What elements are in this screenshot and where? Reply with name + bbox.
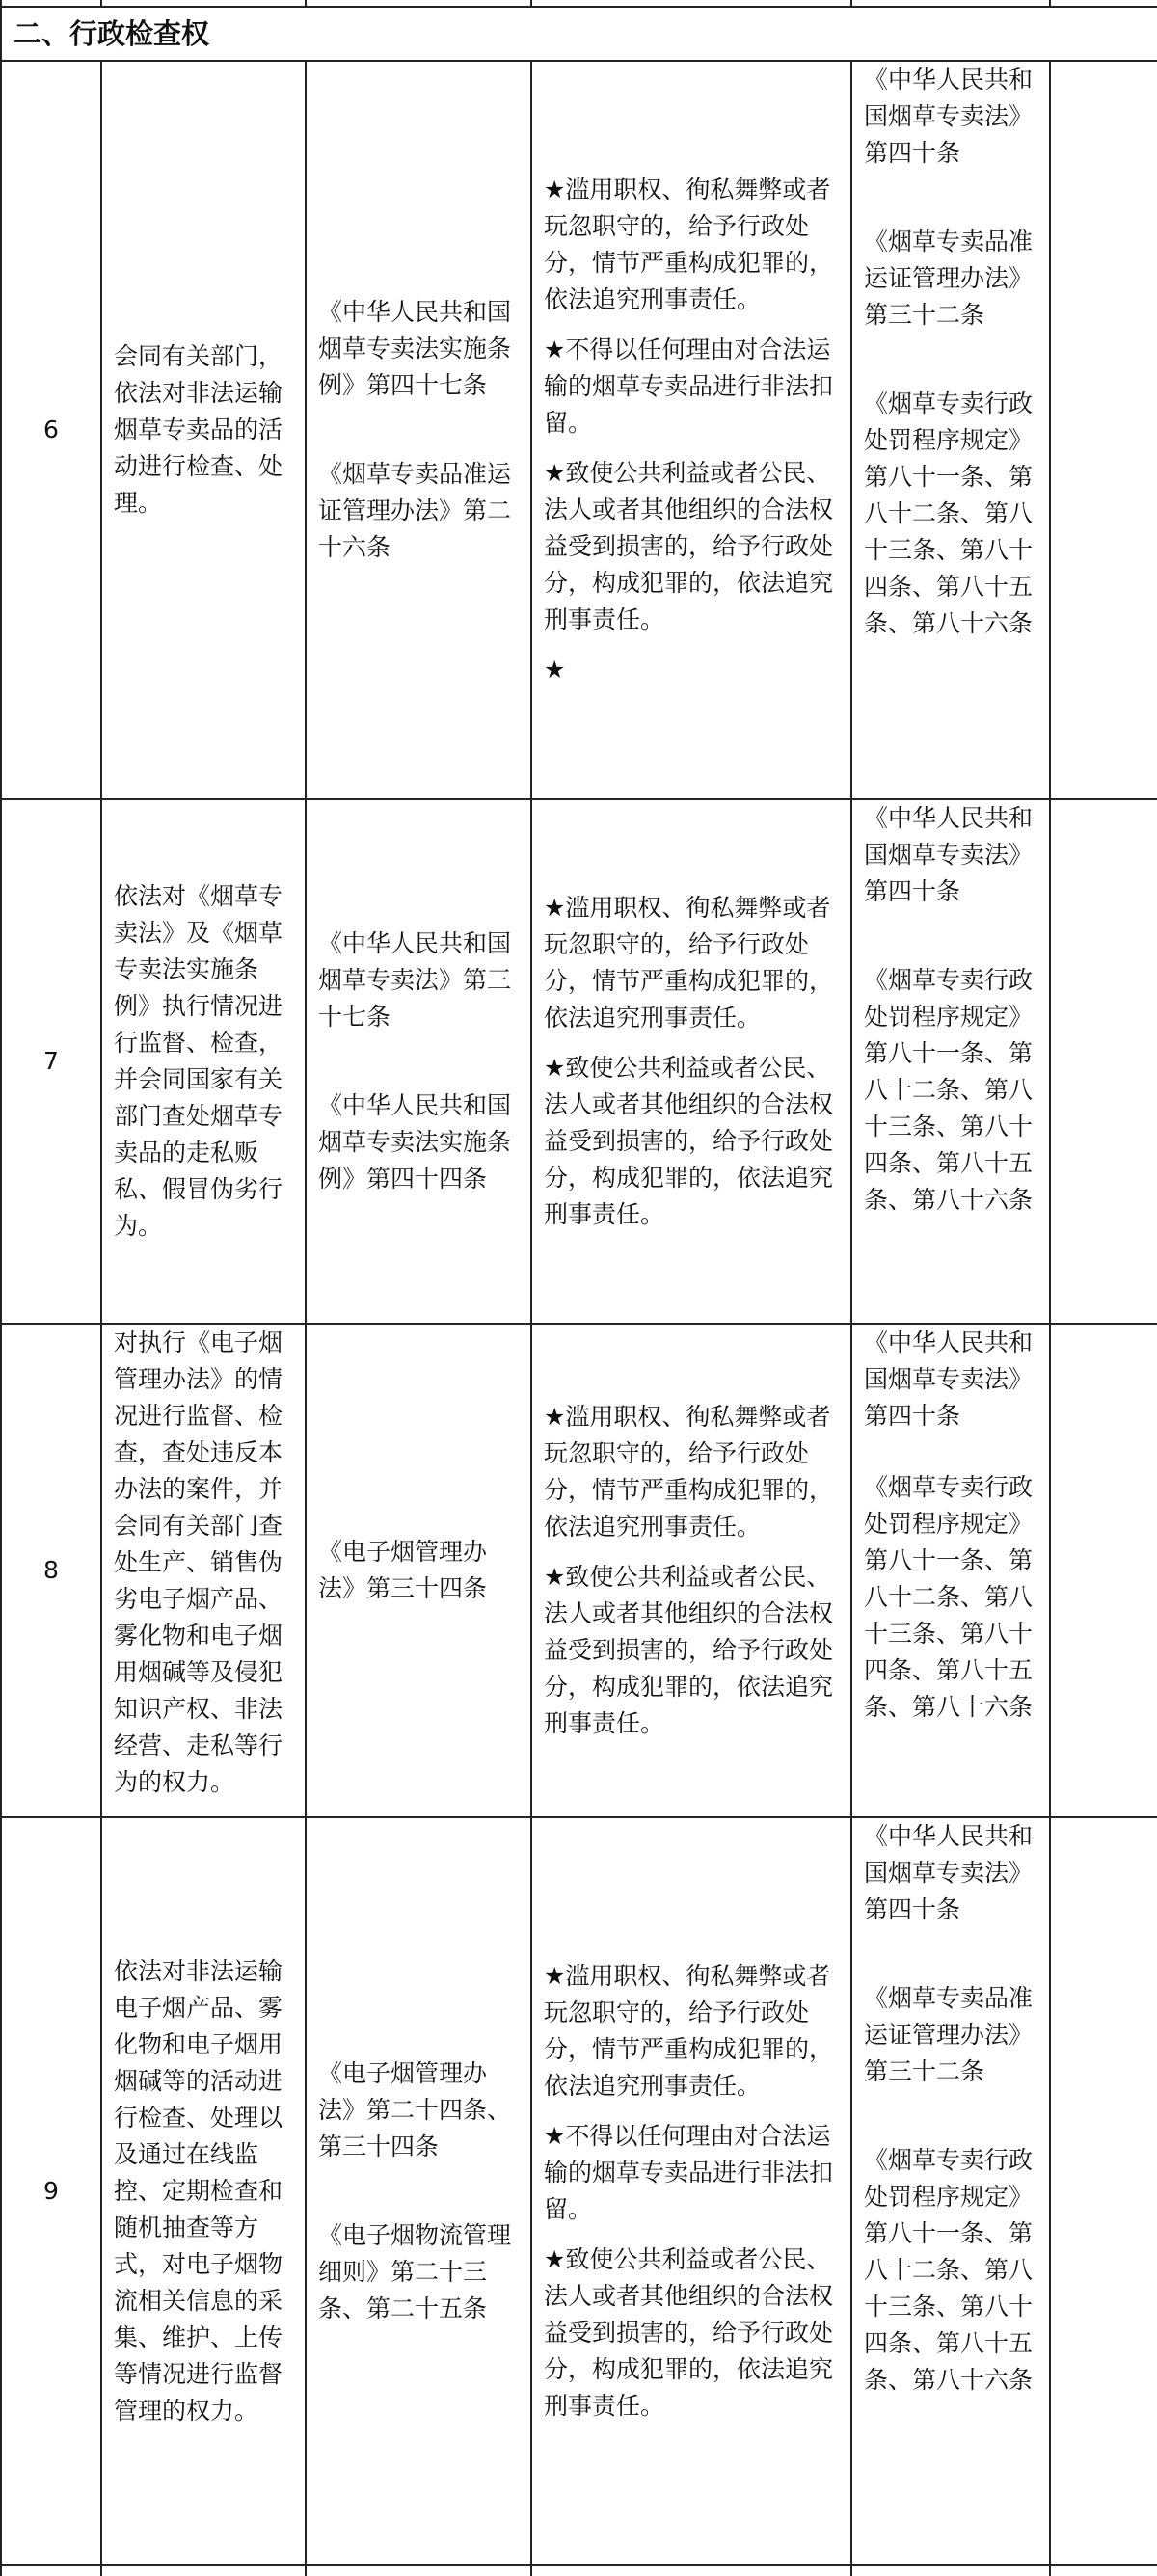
row-duty-basis [851,61,1050,799]
row-content: 依法对《烟草专卖法》及《烟草专卖法实施条例》执行情况进行监督、检查，并会同国家有关部门查处烟草专卖品的走私贩私、假冒伪劣行为。 [101,799,306,1324]
section-title: 二、行政检查权 [1,7,1157,61]
duty-item: ★滥用职权、徇私舞弊或者玩忽职守的，给予行政处分，情节严重构成犯罪的，依法追究刑事责任。 [544,894,834,1032]
row-remarks [1050,799,1157,1324]
duty-item: ★致使公共利益或者公民、法人或者其他组织的合法权益受到损害的，给予行政处分，构成犯罪的，依法追究刑事责任。 [544,1054,834,1228]
row-duty-basis [851,1324,1050,1817]
row-duty-basis [851,1817,1050,2565]
duty-basis-entry: 《烟草专卖行政处罚程序规定》第八十一条、第八十二条、第八十三条、第八十四条、第八十五条、第八十六条 [864,389,1034,637]
row-content: 对执行《电子烟管理办法》的情况进行监督、检查，查处违反本办法的案件，并会同有关部门查处生产、销售伪劣电子烟产品、雾化物和电子烟用烟碱等及侵犯知识产权、非法经营、走私等行为的权力。 [101,1324,306,1817]
row-duties [531,799,851,1324]
row-legal-basis [306,799,531,1324]
table-row [1,1324,1157,1817]
duty-basis-entry: 《烟草专卖品准运证管理办法》第三十二条 [864,228,1034,329]
row-legal-basis [306,1324,531,1817]
section-header-row [1,7,1157,61]
row-duties [531,1817,851,2565]
row-legal-basis [306,1817,531,2565]
duty-basis-entry: 《烟草专卖行政处罚程序规定》第八十一条、第八十二条、第八十三条、第八十四条、第八十五条、第八十六条 [864,2146,1034,2394]
duty-basis-entry: 《烟草专卖行政处罚程序规定》第八十一条、第八十二条、第八十三条、第八十四条、第八十五条、第八十六条 [864,966,1034,1214]
table-row [1,61,1157,799]
duty-item: ★不得以任何理由对合法运输的烟草专卖品进行非法扣留。 [544,335,834,437]
row-number: 9 [1,1817,101,2565]
legal-basis-entry: 《电子烟管理办法》第二十四条、第三十四条 [318,2059,512,2160]
row-number: 6 [1,61,101,799]
duty-basis-entry: 《烟草专卖品准运证管理办法》第三十二条 [864,1984,1034,2085]
row-remarks [1050,61,1157,799]
top-strip [1,0,1157,7]
duty-basis-entry: 《中华人民共和国烟草专卖法》第四十条 [864,804,1034,905]
row-remarks [1050,1817,1157,2565]
legal-basis-entry: 《中华人民共和国烟草专卖法实施条例》第四十七条 [318,298,512,399]
duty-item: ★不得以任何理由对合法运输的烟草专卖品进行非法扣留。 [544,2122,834,2223]
duty-item: ★滥用职权、徇私舞弊或者玩忽职守的，给予行政处分，情节严重构成犯罪的，依法追究刑事责任。 [544,1962,834,2100]
duty-item: ★致使公共利益或者公民、法人或者其他组织的合法权益受到损害的，给予行政处分，构成犯罪的，依法追究刑事责任。 [544,459,834,633]
duty-item: ★滥用职权、徇私舞弊或者玩忽职守的，给予行政处分，情节严重构成犯罪的，依法追究刑事责任。 [544,175,834,313]
row-number: 7 [1,799,101,1324]
legal-basis-entry: 《电子烟管理办法》第三十四条 [318,1538,488,1602]
duty-item: ★致使公共利益或者公民、法人或者其他组织的合法权益受到损害的，给予行政处分，构成犯罪的，依法追究刑事责任。 [544,1563,834,1737]
duty-basis-entry: 《中华人民共和国烟草专卖法》第四十条 [864,66,1034,167]
duty-basis-entry: 《烟草专卖行政处罚程序规定》第八十一条、第八十二条、第八十三条、第八十四条、第八十五条、第八十六条 [864,1473,1034,1721]
row-content: 会同有关部门，依法对非法运输烟草专卖品的活动进行检查、处理。 [101,61,306,799]
row-legal-basis [306,61,531,799]
legal-basis-entry: 《中华人民共和国烟草专卖法实施条例》第四十四条 [318,1091,512,1193]
row-number: 8 [1,1324,101,1817]
duty-item: ★滥用职权、徇私舞弊或者玩忽职守的，给予行政处分，情节严重构成犯罪的，依法追究刑事责任。 [544,1403,834,1541]
duty-basis-entry: 《中华人民共和国烟草专卖法》第四十条 [864,1822,1034,1923]
row-duty-basis [851,799,1050,1324]
row-duties [531,1324,851,1817]
duty-item: ★ [544,656,566,684]
row-remarks [1050,1324,1157,1817]
table-row [1,799,1157,1324]
table-row [1,1817,1157,2565]
bottom-strip [1,2565,1157,2576]
row-content: 依法对非法运输电子烟产品、雾化物和电子烟用烟碱等的活动进行检查、处理以及通过在线监控、定期检查和随机抽查等方式，对电子烟物流相关信息的采集、维护、上传等情况进行监督管理的权力。 [101,1817,306,2565]
row-duties [531,61,851,799]
duty-item: ★致使公共利益或者公民、法人或者其他组织的合法权益受到损害的，给予行政处分，构成犯罪的，依法追究刑事责任。 [544,2245,834,2420]
duty-basis-entry: 《中华人民共和国烟草专卖法》第四十条 [864,1328,1034,1430]
legal-basis-entry: 《中华人民共和国烟草专卖法》第三十七条 [318,929,512,1031]
legal-basis-entry: 《电子烟物流管理细则》第二十三条、第二十五条 [318,2221,512,2322]
legal-basis-entry: 《烟草专卖品准运证管理办法》第二十六条 [318,460,512,561]
